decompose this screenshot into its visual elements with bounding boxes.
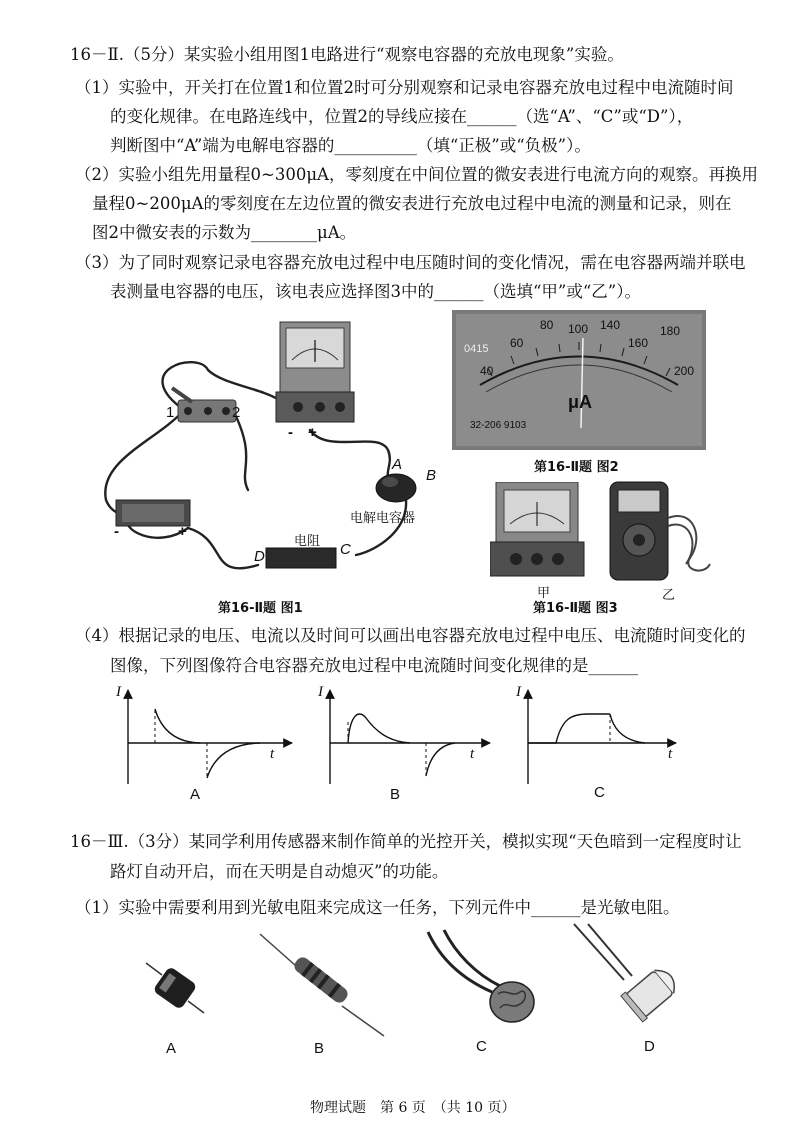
electrolytic-capacitor [376, 474, 416, 502]
graph-c-y-label: I [516, 684, 521, 700]
component-b-resistor-photo [256, 928, 388, 1040]
meter-yi-label: 乙 [662, 587, 676, 602]
graph-a-y-label: I [116, 684, 121, 700]
component-c-label: C [476, 1038, 487, 1055]
wire-switch-to-battery [105, 410, 184, 515]
resistor-terminal-c: C [340, 541, 351, 558]
resistor-label: 电阻 [294, 533, 321, 548]
question-3-line-1: （3）为了同时观察记录电容器充放电过程中电压随时间的变化情况，需在电容器两端并联电 [75, 253, 746, 272]
graph-b [330, 690, 490, 784]
scale-label-160: 160 [628, 336, 649, 350]
graph-a-option-label: A [190, 786, 201, 803]
scale-label-200: 200 [674, 364, 695, 378]
switch-position-1-label: 1 [166, 404, 175, 421]
scale-label-180: 180 [660, 324, 681, 338]
scale-label-60: 60 [510, 336, 524, 350]
component-d-label: D [644, 1038, 655, 1055]
component-a-capacitor-photo [140, 955, 210, 1020]
battery-plus-label: + [178, 523, 187, 540]
meter-jia-label: 甲 [537, 585, 551, 600]
figure-1-circuit [88, 310, 448, 590]
switch-position-2-label: 2 [232, 404, 241, 421]
question-1-line-1: （1）实验中，开关打在位置1和位置2时可分别观察和记录电容器充放电过程中电流随时间 [75, 78, 734, 97]
section-3-question-1: （1）实验中需要利用到光敏电阻来完成这一任务，下列元件中______是光敏电阻。 [75, 898, 680, 917]
graph-c-x-label: t [668, 746, 673, 762]
component-b-label: B [314, 1040, 325, 1057]
microammeter [276, 322, 354, 422]
section-3-header-line-1: 16－Ⅲ.（3分）某同学利用传感器来制作简单的光控开关，模拟实现“天色暗到一定程度时让 [70, 832, 742, 851]
capacitor-terminal-a: A [392, 456, 403, 473]
graph-b-y-label: I [318, 684, 323, 700]
graph-a-x-label: t [270, 746, 275, 762]
scale-label-40: 40 [480, 364, 494, 378]
section-2-header: 16－Ⅱ.（5分）某实验小组用图1电路进行“观察电容器的充放电现象”实验。 [70, 45, 624, 64]
figure-3-caption: 第16-Ⅱ题 图3 [533, 601, 618, 616]
scale-label-80: 80 [540, 318, 554, 332]
meter-minus-label: - [288, 424, 293, 441]
meter-plus-label: + [308, 424, 317, 441]
component-c-photoresistor-photo [420, 928, 538, 1030]
component-a-label: A [166, 1040, 177, 1057]
graph-c [528, 690, 676, 784]
question-1-line-3: 判断图中“A”端为电解电容器的__________（填“正极”或“负极”）。 [110, 136, 591, 155]
resistor-terminal-d: D [254, 548, 265, 565]
meter-yi-photo [604, 478, 716, 582]
question-3-line-2: 表测量电容器的电压，该电表应选择图3中的______（选填“甲”或“乙”）。 [110, 282, 641, 301]
page-footer: 物理试题 第 6 页 （共 10 页） [310, 1100, 516, 1116]
scale-label-100: 100 [568, 322, 589, 336]
graph-b-x-label: t [470, 746, 475, 762]
figure-2-caption: 第16-Ⅱ题 图2 [534, 460, 619, 475]
question-4-line-1: （4）根据记录的电压、电流以及时间可以画出电容器充放电过程中电压、电流随时间变化的 [75, 626, 746, 645]
wire-meter-to-capacitor [310, 430, 390, 478]
scale-label-140: 140 [600, 318, 621, 332]
capacitor-terminal-b: B [426, 467, 437, 484]
section-3-header-line-2: 路灯自动开启，而在天明是自动熄灭”的功能。 [110, 862, 449, 881]
meter-unit: μA [568, 392, 593, 412]
component-d-led-photo [568, 922, 688, 1030]
wire-battery-to-resistor [188, 528, 258, 568]
question-2-line-2: 量程0~200μA的零刻度在左边位置的微安表进行充放电过程中电流的测量和记录，则在 [92, 194, 732, 213]
question-2-line-3: 图2中微安表的示数为________μA。 [92, 223, 357, 242]
meter-jia-photo [490, 482, 585, 580]
question-4-line-2: 图像，下列图像符合电容器充放电过程中电流随时间变化规律的是______ [110, 656, 638, 675]
figure-1-caption: 第16-Ⅱ题 图1 [218, 601, 303, 616]
battery-minus-label: - [114, 523, 119, 540]
resistor [266, 548, 336, 568]
question-2-line-1: （2）实验小组先用量程0~300μA，零刻度在中间位置的微安表进行电流方向的观察。再换用 [75, 165, 758, 184]
graph-a [128, 690, 292, 784]
question-1-line-2: 的变化规律。在电路连线中，位置2的导线应接在______（选“A”、“C”或“D”）， [110, 107, 694, 126]
capacitor-label: 电解电容器 [350, 510, 416, 525]
meter-plate-text: 0415 [464, 343, 489, 355]
meter-serial: 32-206 9103 [470, 420, 527, 431]
switch [172, 388, 236, 422]
graph-c-option-label: C [594, 784, 605, 801]
wire-pos2-loose [233, 410, 248, 490]
graph-b-option-label: B [390, 786, 401, 803]
